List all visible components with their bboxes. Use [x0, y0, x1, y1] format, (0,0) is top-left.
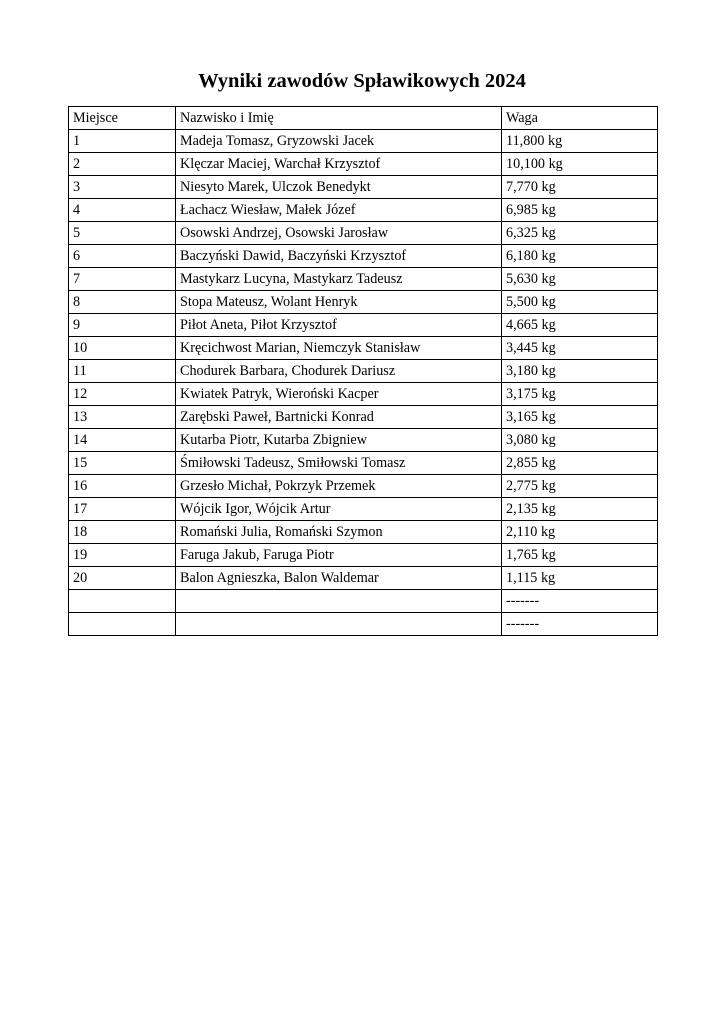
cell-place: 14 — [69, 429, 176, 452]
cell-place: 9 — [69, 314, 176, 337]
cell-weight: ------- — [502, 613, 658, 636]
cell-weight: 6,180 kg — [502, 245, 658, 268]
cell-place: 10 — [69, 337, 176, 360]
cell-name: Wójcik Igor, Wójcik Artur — [176, 498, 502, 521]
cell-name: Zarębski Paweł, Bartnicki Konrad — [176, 406, 502, 429]
cell-name — [176, 590, 502, 613]
cell-weight: 3,175 kg — [502, 383, 658, 406]
cell-place: 11 — [69, 360, 176, 383]
cell-place: 6 — [69, 245, 176, 268]
cell-name: Madeja Tomasz, Gryzowski Jacek — [176, 130, 502, 153]
cell-name: Niesyto Marek, Ulczok Benedykt — [176, 176, 502, 199]
cell-place: 18 — [69, 521, 176, 544]
cell-weight: 7,770 kg — [502, 176, 658, 199]
cell-weight: 3,165 kg — [502, 406, 658, 429]
cell-name: Łachacz Wiesław, Małek Józef — [176, 199, 502, 222]
cell-name: Mastykarz Lucyna, Mastykarz Tadeusz — [176, 268, 502, 291]
results-table — [68, 106, 658, 636]
cell-weight: 10,100 kg — [502, 153, 658, 176]
table-header-row — [69, 107, 658, 130]
table-row — [69, 245, 658, 268]
header-name: Nazwisko i Imię — [176, 107, 502, 130]
cell-weight: 3,180 kg — [502, 360, 658, 383]
cell-place: 4 — [69, 199, 176, 222]
table-row — [69, 291, 658, 314]
cell-name: Grzesło Michał, Pokrzyk Przemek — [176, 475, 502, 498]
cell-weight: 2,110 kg — [502, 521, 658, 544]
cell-place: 20 — [69, 567, 176, 590]
table-row — [69, 199, 658, 222]
cell-place: 1 — [69, 130, 176, 153]
table-row — [69, 360, 658, 383]
cell-name: Osowski Andrzej, Osowski Jarosław — [176, 222, 502, 245]
cell-weight: 5,500 kg — [502, 291, 658, 314]
cell-place — [69, 590, 176, 613]
cell-place: 2 — [69, 153, 176, 176]
cell-weight: 1,765 kg — [502, 544, 658, 567]
table-row — [69, 429, 658, 452]
table-row — [69, 613, 658, 636]
cell-name: Piłot Aneta, Piłot Krzysztof — [176, 314, 502, 337]
cell-name: Śmiłowski Tadeusz, Smiłowski Tomasz — [176, 452, 502, 475]
cell-weight: 1,115 kg — [502, 567, 658, 590]
table-row — [69, 268, 658, 291]
cell-place: 17 — [69, 498, 176, 521]
cell-place: 19 — [69, 544, 176, 567]
cell-weight: ------- — [502, 590, 658, 613]
table-row — [69, 567, 658, 590]
cell-weight: 11,800 kg — [502, 130, 658, 153]
cell-weight: 2,135 kg — [502, 498, 658, 521]
cell-name: Kwiatek Patryk, Wieroński Kacper — [176, 383, 502, 406]
cell-weight: 3,080 kg — [502, 429, 658, 452]
table-row — [69, 498, 658, 521]
cell-weight: 4,665 kg — [502, 314, 658, 337]
cell-place: 13 — [69, 406, 176, 429]
table-body — [69, 130, 658, 636]
cell-name: Baczyński Dawid, Baczyński Krzysztof — [176, 245, 502, 268]
cell-name: Romański Julia, Romański Szymon — [176, 521, 502, 544]
table-row — [69, 406, 658, 429]
table-row — [69, 314, 658, 337]
cell-name: Kutarba Piotr, Kutarba Zbigniew — [176, 429, 502, 452]
cell-place: 16 — [69, 475, 176, 498]
table-row — [69, 153, 658, 176]
table-row — [69, 383, 658, 406]
header-weight: Waga — [502, 107, 658, 130]
table-row — [69, 452, 658, 475]
cell-name: Kręcichwost Marian, Niemczyk Stanisław — [176, 337, 502, 360]
table-row — [69, 222, 658, 245]
table-row — [69, 544, 658, 567]
table-row — [69, 337, 658, 360]
cell-place: 7 — [69, 268, 176, 291]
cell-place: 3 — [69, 176, 176, 199]
cell-place: 5 — [69, 222, 176, 245]
cell-weight: 2,855 kg — [502, 452, 658, 475]
table-row — [69, 176, 658, 199]
cell-weight: 6,985 kg — [502, 199, 658, 222]
cell-name — [176, 613, 502, 636]
cell-weight: 6,325 kg — [502, 222, 658, 245]
header-place: Miejsce — [69, 107, 176, 130]
document-title: Wyniki zawodów Spławikowych 2024 — [198, 70, 526, 92]
cell-place: 12 — [69, 383, 176, 406]
cell-weight: 3,445 kg — [502, 337, 658, 360]
cell-place: 8 — [69, 291, 176, 314]
cell-weight: 5,630 kg — [502, 268, 658, 291]
cell-name: Balon Agnieszka, Balon Waldemar — [176, 567, 502, 590]
table-row — [69, 590, 658, 613]
table-row — [69, 130, 658, 153]
cell-place — [69, 613, 176, 636]
cell-name: Chodurek Barbara, Chodurek Dariusz — [176, 360, 502, 383]
cell-place: 15 — [69, 452, 176, 475]
cell-weight: 2,775 kg — [502, 475, 658, 498]
table-row — [69, 521, 658, 544]
table-row — [69, 475, 658, 498]
cell-name: Klęczar Maciej, Warchał Krzysztof — [176, 153, 502, 176]
cell-name: Faruga Jakub, Faruga Piotr — [176, 544, 502, 567]
cell-name: Stopa Mateusz, Wolant Henryk — [176, 291, 502, 314]
